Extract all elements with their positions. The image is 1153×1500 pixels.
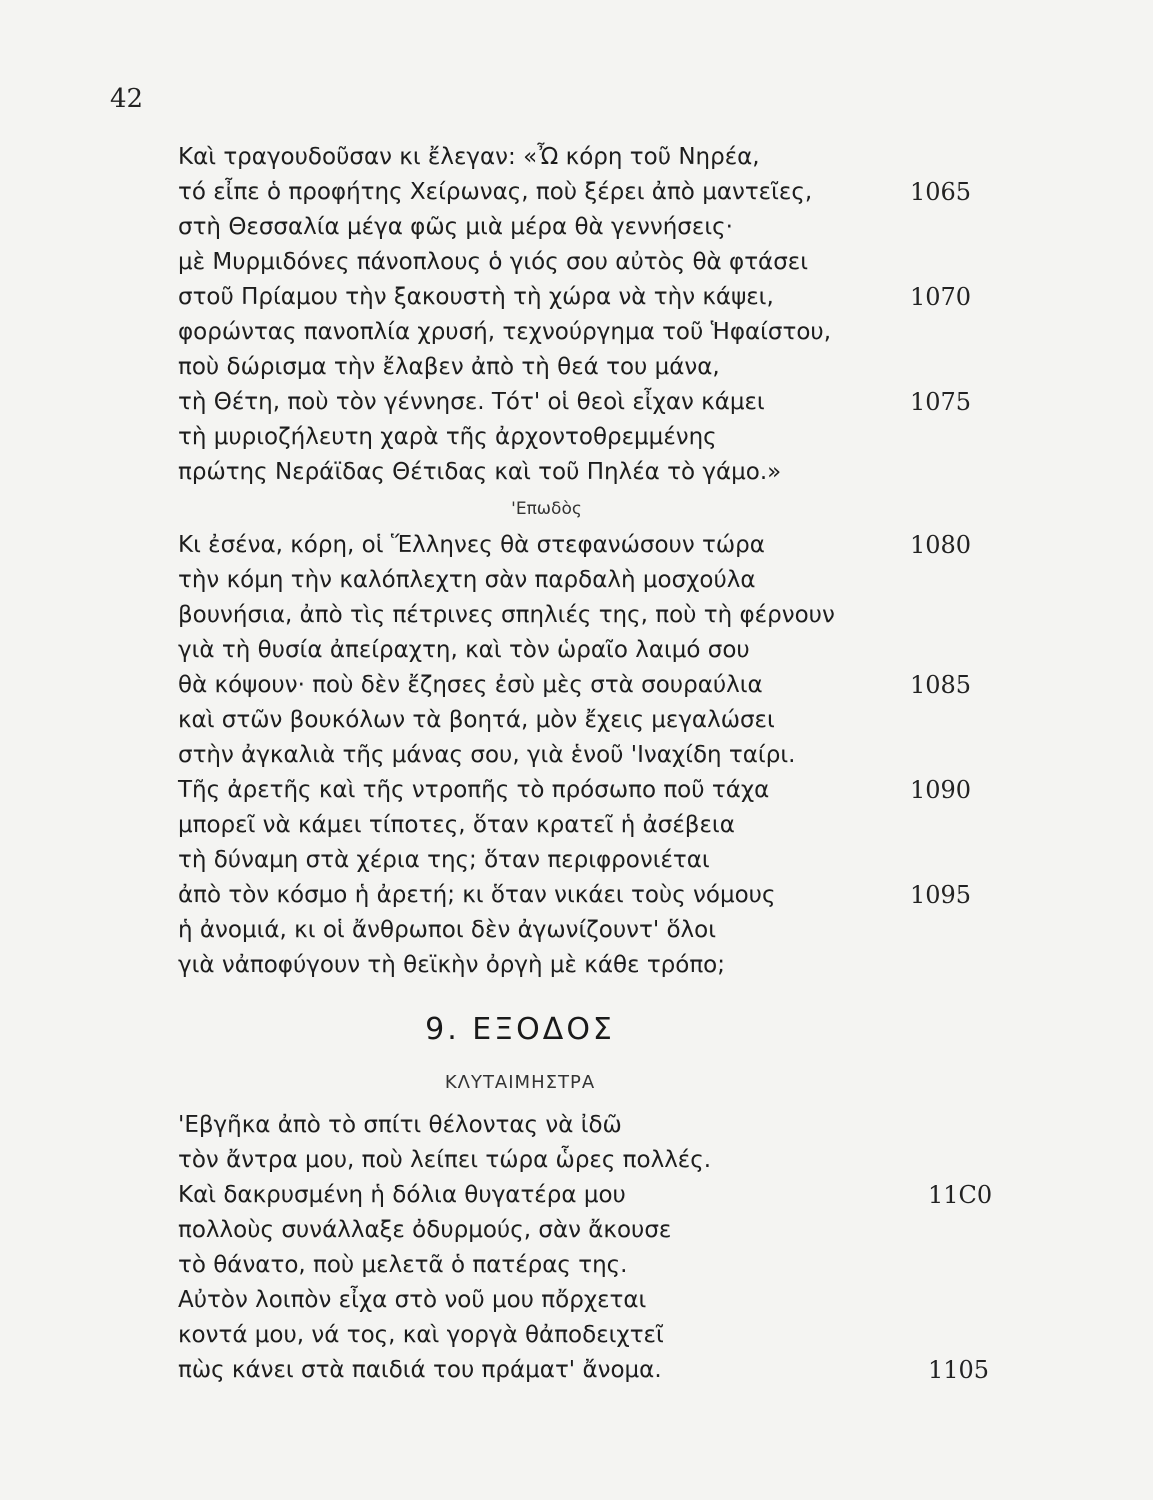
line-number: 11C0 xyxy=(928,1181,993,1209)
verse-text: καὶ στῶν βουκόλων τὰ βοητά, μὸν ἔχεις μεγαλώσει xyxy=(178,707,775,733)
line-number: 1085 xyxy=(910,671,972,699)
verse-text: Κι ἐσένα, κόρη, οἱ Ἕλληνες θὰ στεφανώσουν τώρα xyxy=(178,532,765,558)
verse-text: γιὰ τὴ θυσία ἀπείραχτη, καὶ τὸν ὡραῖο λαιμό σου xyxy=(178,637,750,663)
verse-line xyxy=(0,175,1153,210)
verse-line xyxy=(0,1178,1153,1213)
line-number: 1105 xyxy=(928,1356,990,1384)
verse-line xyxy=(0,1108,1153,1143)
verse-line xyxy=(0,563,1153,598)
verse-line xyxy=(0,280,1153,315)
verse-text: τὴ Θέτη, ποὺ τὸν γέννησε. Τότ' οἱ θεοὶ εἶχαν κάμει xyxy=(178,389,765,415)
verse-text: στοῦ Πρίαμου τὴν ξακουστὴ τὴ χώρα νὰ τὴν κάψει, xyxy=(178,284,774,310)
verse-line xyxy=(0,385,1153,420)
verse-line xyxy=(0,878,1153,913)
line-number: 1090 xyxy=(910,776,972,804)
verse-line xyxy=(0,210,1153,245)
stanza-epode xyxy=(0,528,1153,983)
verse-text: τὸ θάνατο, ποὺ μελετᾶ ὁ πατέρας της. xyxy=(178,1252,628,1278)
verse-line xyxy=(0,315,1153,350)
verse-line xyxy=(0,455,1153,490)
verse-text: βουνήσια, ἀπὸ τὶς πέτρινες σπηλιές της, ποὺ τὴ φέρνουν xyxy=(178,602,835,628)
verse-line xyxy=(0,773,1153,808)
verse-line xyxy=(0,420,1153,455)
verse-line xyxy=(0,528,1153,563)
verse-text: ἡ ἀνομιά, κι οἱ ἄνθρωποι δὲν ἀγωνίζουντ' ὅλοι xyxy=(178,917,717,943)
verse-text: τὸν ἄντρα μου, ποὺ λείπει τώρα ὧρες πολλές. xyxy=(178,1147,712,1173)
verse-text: πολλοὺς συνάλλαξε ὀδυρμούς, σὰν ἄκουσε xyxy=(178,1217,672,1243)
speaker-name: ΚΛΥΤΑΙΜΗΣΤΡΑ xyxy=(444,1072,596,1093)
verse-text: 'Εβγῆκα ἀπὸ τὸ σπίτι θέλοντας νὰ ἰδῶ xyxy=(178,1112,622,1138)
verse-text: Αὐτὸν λοιπὸν εἶχα στὸ νοῦ μου πὄρχεται xyxy=(178,1287,647,1313)
verse-line xyxy=(0,633,1153,668)
line-number: 1080 xyxy=(910,531,972,559)
verse-line xyxy=(0,1353,1153,1388)
verse-text: Τῆς ἀρετῆς καὶ τῆς ντροπῆς τὸ πρόσωπο ποῦ τάχα xyxy=(178,777,770,803)
line-number: 1070 xyxy=(910,283,972,311)
epode-label: 'Επωδὸς xyxy=(511,499,582,519)
verse-line xyxy=(0,140,1153,175)
verse-text: γιὰ νἀποφύγουν τὴ θεϊκὴν ὀργὴ μὲ κάθε τρόπο; xyxy=(178,952,726,978)
section-title: 9. ΕΞΟΔΟΣ xyxy=(425,1012,615,1047)
stanza-strophe-end xyxy=(0,140,1153,490)
verse-text: πὼς κάνει στὰ παιδιά του πράματ' ἄνομα. xyxy=(178,1357,662,1383)
line-number: 1065 xyxy=(910,178,972,206)
verse-text: Καὶ τραγουδοῦσαν κι ἔλεγαν: «Ὦ κόρη τοῦ Νηρέα, xyxy=(178,144,760,170)
verse-text: κοντά μου, νά τος, καὶ γοργὰ θἀποδειχτεῖ xyxy=(178,1322,664,1348)
verse-text: στὴ Θεσσαλία μέγα φῶς μιὰ μέρα θὰ γεννήσεις· xyxy=(178,214,733,240)
verse-text: τὴ δύναμη στὰ χέρια της; ὅταν περιφρονιέται xyxy=(178,847,710,873)
verse-line xyxy=(0,1248,1153,1283)
verse-text: τὴ μυριοζήλευτη χαρὰ τῆς ἀρχοντοθρεμμένης xyxy=(178,424,717,450)
verse-text: τό εἶπε ὁ προφήτης Χείρωνας, ποὺ ξέρει ἀπὸ μαντεῖες, xyxy=(178,179,813,205)
verse-line xyxy=(0,843,1153,878)
line-number: 1075 xyxy=(910,388,972,416)
verse-line xyxy=(0,738,1153,773)
verse-line xyxy=(0,350,1153,385)
verse-text: φορώντας πανοπλία χρυσή, τεχνούργημα τοῦ Ἡφαίστου, xyxy=(178,319,832,345)
verse-line xyxy=(0,703,1153,738)
verse-line xyxy=(0,808,1153,843)
page-number: 42 xyxy=(110,84,144,114)
verse-text: τὴν κόμη τὴν καλόπλεχτη σὰν παρδαλὴ μοσχούλα xyxy=(178,567,756,593)
verse-line xyxy=(0,1283,1153,1318)
stanza-exodos xyxy=(0,1108,1153,1388)
verse-line xyxy=(0,1318,1153,1353)
verse-line xyxy=(0,668,1153,703)
verse-text: ἀπὸ τὸν κόσμο ἡ ἀρετή; κι ὅταν νικάει τοὺς νόμους xyxy=(178,882,776,908)
verse-text: Καὶ δακρυσμένη ἡ δόλια θυγατέρα μου xyxy=(178,1182,626,1208)
verse-line xyxy=(0,1213,1153,1248)
verse-text: μπορεῖ νὰ κάμει τίποτες, ὅταν κρατεῖ ἡ ἀσέβεια xyxy=(178,812,735,838)
verse-line xyxy=(0,948,1153,983)
verse-text: θὰ κόψουν· ποὺ δὲν ἔζησες ἐσὺ μὲς στὰ σουραύλια xyxy=(178,672,763,698)
line-number: 1095 xyxy=(910,881,972,909)
verse-line xyxy=(0,245,1153,280)
verse-text: στὴν ἀγκαλιὰ τῆς μάνας σου, γιὰ ἑνοῦ 'Ιναχίδη ταίρι. xyxy=(178,742,796,768)
verse-text: πρώτης Νεράϊδας Θέτιδας καὶ τοῦ Πηλέα τὸ γάμο.» xyxy=(178,459,782,485)
verse-text: ποὺ δώρισμα τὴν ἔλαβεν ἀπὸ τὴ θεά του μάνα, xyxy=(178,354,720,380)
verse-text: μὲ Μυρμιδόνες πάνοπλους ὁ γιός σου αὐτὸς θὰ φτάσει xyxy=(178,249,808,275)
verse-line xyxy=(0,598,1153,633)
verse-line xyxy=(0,913,1153,948)
verse-line xyxy=(0,1143,1153,1178)
